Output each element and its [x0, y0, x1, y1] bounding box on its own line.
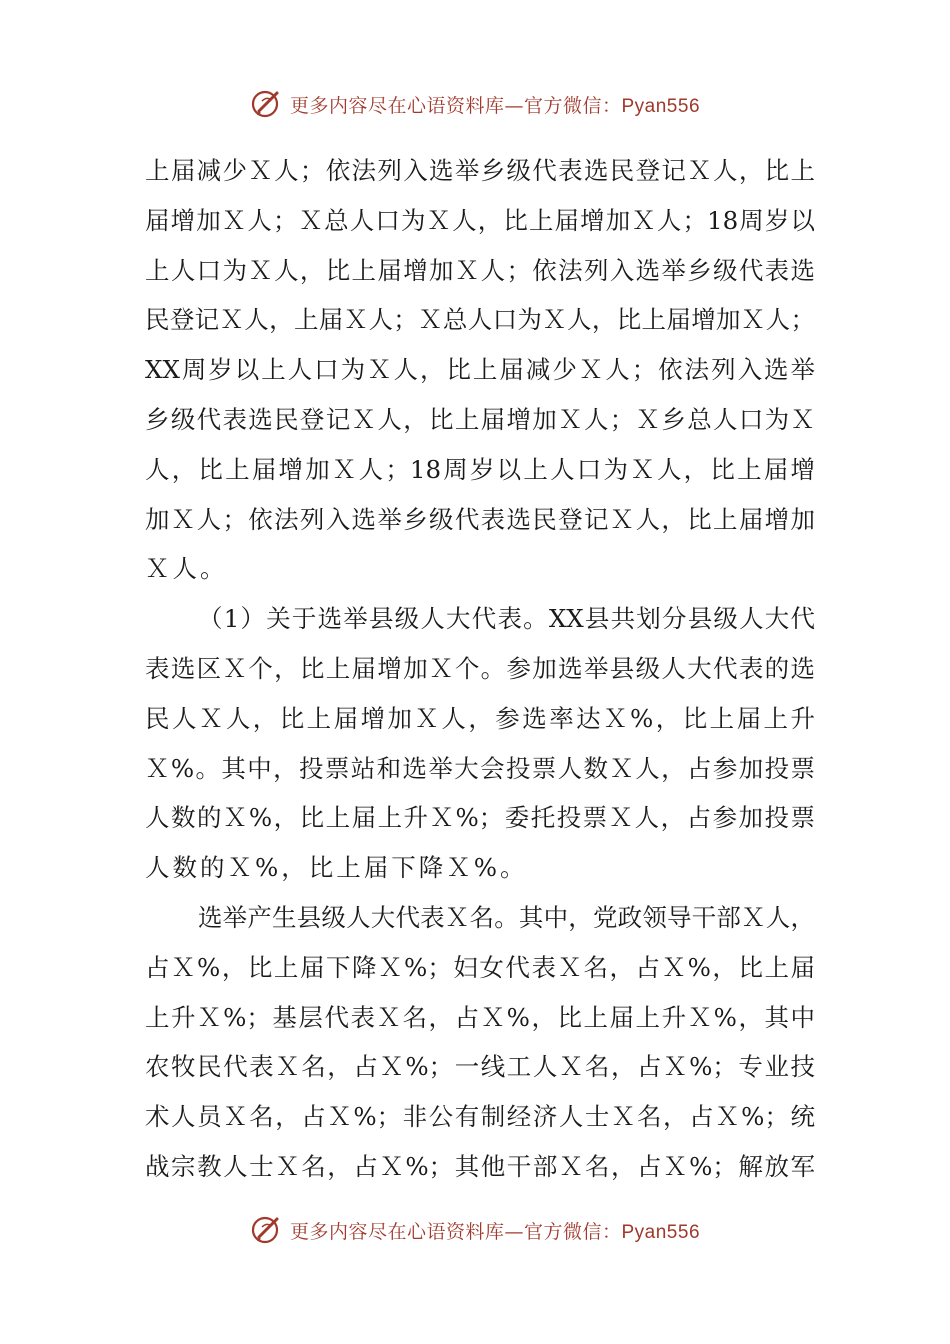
banner-text	[290, 91, 700, 118]
text-line: Ｘ人。	[145, 554, 228, 584]
text-line: 术人员Ｘ名，占Ｘ%；非公有制经济人士Ｘ名，占Ｘ%；统	[145, 1102, 815, 1132]
text-line: 乡级代表选民登记Ｘ人，比上届增加Ｘ人；Ｘ乡总人口为Ｘ	[145, 404, 815, 434]
text-line: 加Ｘ人；依法列入选举乡级代表选民登记Ｘ人，比上届增加	[145, 504, 815, 534]
banner-text	[290, 1217, 700, 1244]
text-line: 民登记Ｘ人，上届Ｘ人；Ｘ总人口为Ｘ人，比上届增加Ｘ人；	[145, 305, 815, 335]
text-line: 人，比上届增加Ｘ人；18周岁以上人口为Ｘ人，比上届增	[145, 454, 815, 484]
text-line: 战宗教人士Ｘ名，占Ｘ%；其他干部Ｘ名，占Ｘ%；解放军	[145, 1151, 815, 1181]
text-line: 占Ｘ%，比上届下降Ｘ%；妇女代表Ｘ名，占Ｘ%，比上届	[145, 952, 815, 982]
paragraph-county-election	[145, 594, 815, 893]
text-line: 选举产生县级人大代表Ｘ名。其中，党政领导干部Ｘ人，	[198, 902, 815, 932]
paragraph-voter-stats	[145, 146, 815, 594]
pen-circle-logo-icon	[250, 1213, 284, 1247]
text-line: 人数的Ｘ%，比上届上升Ｘ%；委托投票Ｘ人，占参加投票	[145, 803, 815, 833]
pen-circle-logo-icon	[250, 87, 284, 121]
header-banner	[0, 84, 950, 124]
text-line: Ｘ%。其中，投票站和选举大会投票人数Ｘ人，占参加投票	[145, 753, 815, 783]
banner-slogan: 更多内容尽在心语资料库—官方微信：	[289, 94, 622, 117]
footer-banner	[0, 1210, 950, 1250]
text-line: XX周岁以上人口为Ｘ人，比上届减少Ｘ人；依法列入选举	[145, 355, 815, 385]
banner-wechat-id: Pyan556	[621, 95, 701, 117]
text-line: 上人口为Ｘ人，比上届增加Ｘ人；依法列入选举乡级代表选	[145, 255, 815, 285]
text-line: 表选区Ｘ个，比上届增加Ｘ个。参加选举县级人大代表的选	[145, 653, 815, 683]
text-line: 届增加Ｘ人；Ｘ总人口为Ｘ人，比上届增加Ｘ人；18周岁以	[145, 205, 815, 235]
text-line: （1）关于选举县级人大代表。XX县共划分县级人大代	[198, 604, 815, 634]
text-line: 人数的Ｘ%，比上届下降Ｘ%。	[145, 853, 528, 883]
banner-wechat-id: Pyan556	[621, 1221, 701, 1243]
document-body	[145, 146, 815, 1192]
text-line: 上升Ｘ%；基层代表Ｘ名，占Ｘ%，比上届上升Ｘ%，其中	[145, 1002, 815, 1032]
text-line: 上届减少Ｘ人；依法列入选举乡级代表选民登记Ｘ人，比上	[145, 156, 815, 185]
text-line: 农牧民代表Ｘ名，占Ｘ%；一线工人Ｘ名，占Ｘ%；专业技	[145, 1052, 815, 1082]
text-line: 民人Ｘ人，比上届增加Ｘ人，参选率达Ｘ%，比上届上升	[145, 703, 815, 733]
paragraph-representatives	[145, 893, 815, 1192]
banner-slogan: 更多内容尽在心语资料库—官方微信：	[289, 1220, 622, 1243]
